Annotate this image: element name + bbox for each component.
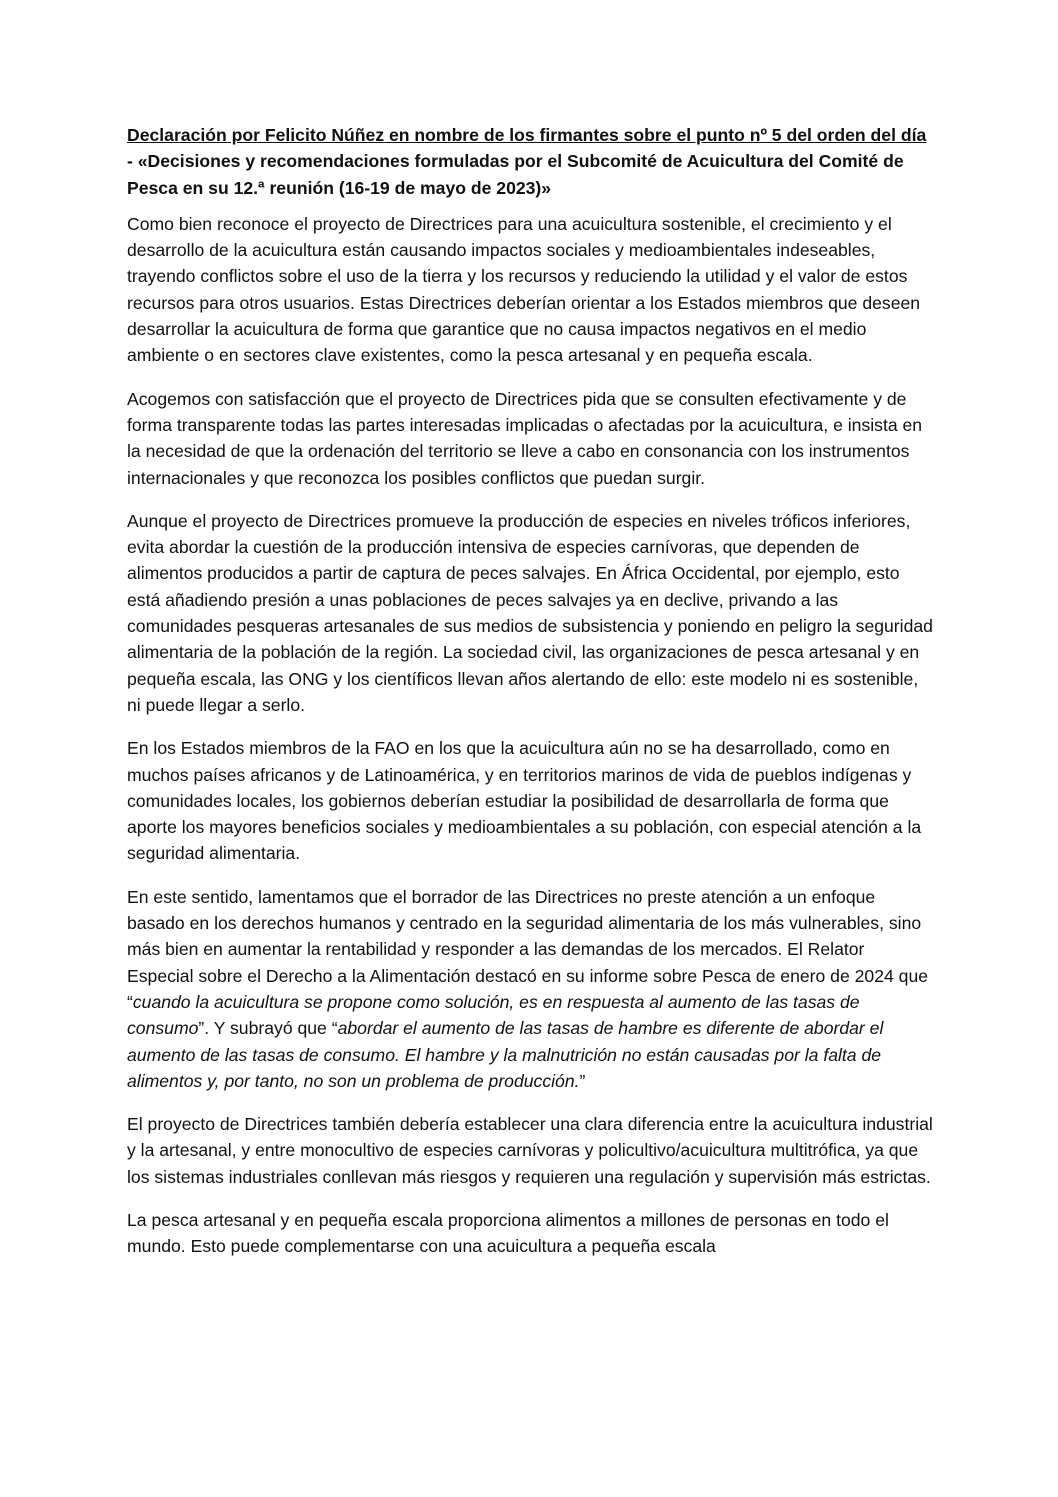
quote-1: cuando la acuicultura se propone como solución, es en respuesta al aumento de las tasas de consumo	[127, 991, 860, 1039]
quote-paragraph-middle: ”. Y subrayó que “	[198, 1018, 338, 1039]
paragraph-7: La pesca artesanal y en pequeña escala proporciona alimentos a millones de personas en todo el mundo. Esto puede complementarse con una acuicultura a pequeña escala	[127, 1209, 889, 1257]
paragraph-3: Aunque el proyecto de Directrices promueve la producción de especies en niveles tróficos inferiores, evita abordar la cuestión de la producción intensiva de especies carnívoras, que dependen de alimentos producidos a partir de captura de peces salvajes. En África Occidental, por ejemplo, esto está añadiendo presión a unas poblaciones de peces salvajes ya en declive, privando a las comunidades pesqueras artesanales de sus medios de subsistencia y poniendo en peligro la seguridad alimentaria de la población de la región. La sociedad civil, las organizaciones de pesca artesanal y en pequeña escala, las ONG y los científicos llevan años alertando de ello: este modelo ni es sostenible, ni puede llegar a serlo.	[127, 510, 933, 715]
paragraph-6: El proyecto de Directrices también debería establecer una clara diferencia entre la acuicultura industrial y la artesanal, y entre monocultivo de especies carnívoras y policultivo/acuicultura multitrófica, ya que los sistemas industriales conllevan más riesgos y requieren una regulación y supervisión más estrictas.	[127, 1114, 933, 1187]
heading-subject: «Decisiones y recomendaciones formuladas por el Subcomité de Acuicultura del Comité de Pesca en su 12.ª reunión (16-19 de mayo de 2023)»	[127, 151, 904, 198]
paragraph-1: Como bien reconoce el proyecto de Directrices para una acuicultura sostenible, el crecimiento y el desarrollo de la acuicultura están causando impactos sociales y medioambientales indeseables, trayendo conflictos sobre el uso de la tierra y los recursos y reduciendo la utilidad y el valor de estos recursos para otros usuarios. Estas Directrices deberían orientar a los Estados miembros que deseen desarrollar la acuicultura de forma que garantice que no causa impactos negativos en el medio ambiente o en sectores clave existentes, como la pesca artesanal y en pequeña escala.	[127, 213, 921, 366]
paragraph-4: En los Estados miembros de la FAO en los que la acuicultura aún no se ha desarrollado, como en muchos países africanos y de Latinoamérica, y en territorios marinos de vida de pueblos indígenas y comunidades locales, los gobiernos deberían estudiar la posibilidad de desarrollarla de forma que aporte los mayores beneficios sociales y medioambientales a su población, con especial atención a la seguridad alimentaria.	[127, 738, 922, 864]
quote-2: abordar el aumento de las tasas de hambre es diferente de abordar el aumento de las tasas de consumo. El hambre y la malnutrición no están causadas por la falta de alimentos y, por tanto, no son un problema de producción.	[127, 1018, 884, 1091]
document-page	[127, 122, 935, 1277]
heading-underlined-title: Declaración por Felicito Núñez en nombre de los firmantes sobre el punto nº 5 del orden del día	[127, 125, 927, 145]
heading-separator: -	[127, 151, 138, 172]
paragraph-5-quote	[127, 884, 935, 1094]
document-heading	[127, 122, 935, 201]
quote-paragraph-lead: En este sentido, lamentamos que el borrador de las Directrices no preste atención a un enfoque basado en los derechos humanos y centrado en la seguridad alimentaria de los más vulnerables, sino más bien en aumentar la rentabilidad y responder a las demandas de los mercados. El Relator Especial sobre el Derecho a la Alimentación destacó en su informe sobre Pesca de enero de 2024 que “	[127, 886, 929, 1012]
quote-paragraph-end: ”	[579, 1070, 586, 1091]
paragraph-2: Acogemos con satisfacción que el proyecto de Directrices pida que se consulten efectivamente y de forma transparente todas las partes interesadas implicadas o afectadas por la acuicultura, e insista en la necesidad de que la ordenación del territorio se lleve a cabo en consonancia con los instrumentos internacionales y que reconozca los posibles conflictos que puedan surgir.	[127, 388, 923, 488]
